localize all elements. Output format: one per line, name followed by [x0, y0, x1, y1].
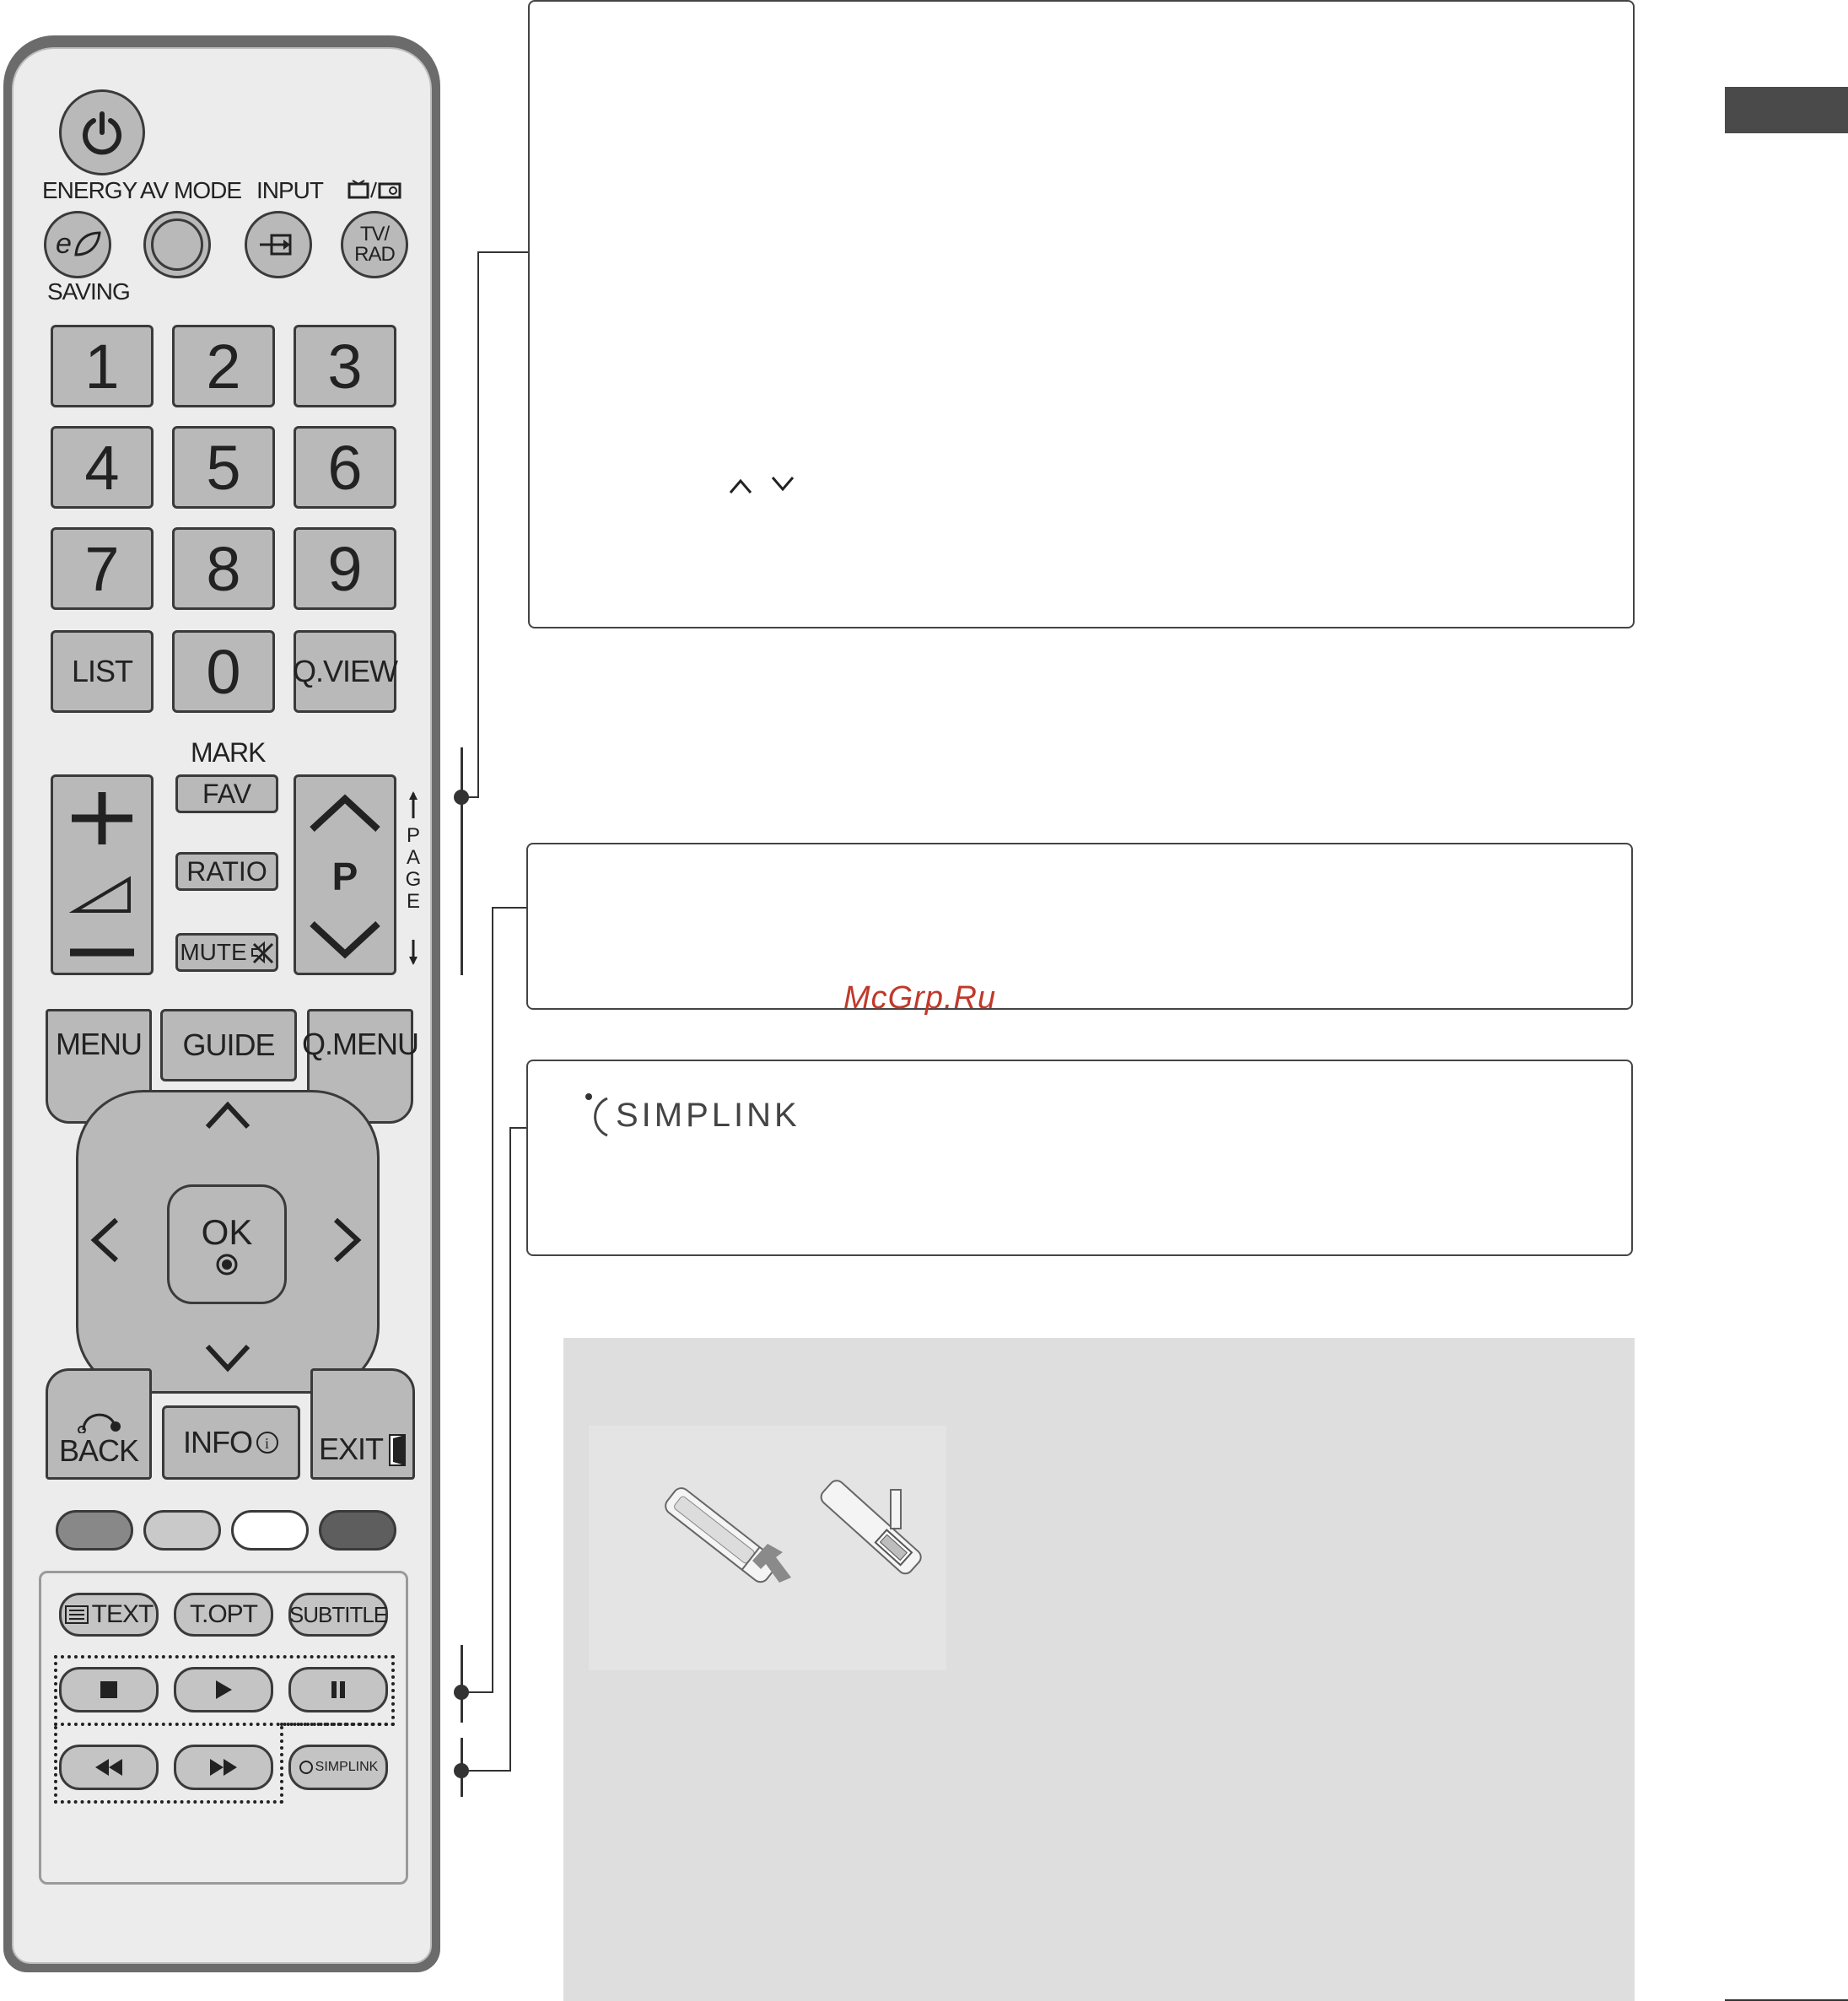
input-label: INPUT	[256, 177, 323, 203]
stop-button[interactable]	[59, 1667, 159, 1712]
section-tab	[1725, 87, 1848, 133]
mark-label: MARK	[191, 737, 266, 768]
input-icon	[258, 232, 299, 257]
leader-1b	[477, 251, 479, 798]
volume-up-icon	[68, 789, 136, 848]
menu-button[interactable]: MENU	[46, 1009, 152, 1124]
back-button[interactable]	[46, 1368, 152, 1480]
exit-button[interactable]	[310, 1368, 415, 1480]
fast-forward-button[interactable]	[174, 1745, 273, 1790]
callout-box-simplink	[526, 1060, 1633, 1256]
t-opt-button[interactable]: T.OPT	[174, 1593, 273, 1637]
nav-up-icon[interactable]	[204, 1100, 251, 1130]
play-icon	[214, 1680, 233, 1700]
back-label: BACK	[58, 1433, 139, 1468]
simplink-small-icon	[299, 1760, 314, 1775]
bracket-playback-1	[461, 1645, 463, 1723]
nav-down-icon[interactable]	[204, 1343, 251, 1373]
chevron-up-down-icon	[727, 472, 796, 496]
program-rocker[interactable]	[294, 774, 396, 975]
input-button[interactable]	[245, 211, 312, 278]
av-mode-label: AV MODE	[140, 177, 242, 203]
remote-battery-cover-illustration	[634, 1459, 803, 1603]
av-mode-ring	[151, 218, 203, 271]
subtitle-button[interactable]: SUBTITLE	[288, 1593, 388, 1637]
pause-icon	[330, 1680, 347, 1699]
rewind-button[interactable]	[59, 1745, 159, 1790]
yellow-key[interactable]	[231, 1510, 309, 1551]
key-1[interactable]: 1	[51, 325, 154, 407]
chevron-up-icon	[307, 792, 383, 834]
text-icon	[65, 1605, 89, 1624]
av-mode-button[interactable]	[143, 211, 211, 278]
exit-icon	[388, 1433, 407, 1467]
key-6[interactable]: 6	[294, 426, 396, 509]
volume-rocker[interactable]	[51, 774, 154, 975]
nav-right-icon[interactable]	[332, 1216, 363, 1264]
text-label: TEXT	[91, 1600, 154, 1628]
callout-box-volume-program	[528, 0, 1635, 628]
text-button[interactable]	[59, 1593, 159, 1637]
energy-saving-button[interactable]	[44, 211, 111, 278]
svg-text:i: i	[265, 1435, 269, 1452]
callout-box-playback	[526, 843, 1633, 1010]
blue-key[interactable]	[319, 1510, 396, 1551]
volume-icon	[68, 876, 136, 916]
ratio-button[interactable]: RATIO	[175, 852, 278, 891]
leader-2c	[492, 907, 530, 909]
mute-icon	[251, 941, 274, 964]
list-button[interactable]: LIST	[51, 630, 154, 713]
saving-label: SAVING	[47, 278, 130, 305]
q-view-button[interactable]: Q.VIEW	[294, 630, 396, 713]
leader-3b	[509, 1127, 511, 1772]
ok-dot-icon	[215, 1253, 239, 1276]
energy-saving-icon	[52, 228, 103, 262]
power-button[interactable]	[59, 89, 145, 175]
leader-2a	[462, 1691, 493, 1693]
leader-1a	[462, 796, 479, 798]
nav-left-icon[interactable]	[89, 1216, 120, 1264]
fast-forward-icon	[208, 1758, 239, 1777]
key-4[interactable]: 4	[51, 426, 154, 509]
program-label: P	[331, 855, 358, 898]
info-label: INFO	[183, 1425, 252, 1459]
ok-label: OK	[201, 1212, 253, 1252]
ok-button[interactable]	[167, 1184, 287, 1304]
green-key[interactable]	[143, 1510, 221, 1551]
stop-icon	[100, 1680, 118, 1699]
tv-radio-icon	[348, 179, 403, 201]
mute-label: MUTE	[180, 939, 247, 965]
back-icon	[73, 1408, 124, 1433]
page-side-label	[405, 790, 422, 967]
key-8[interactable]: 8	[172, 527, 275, 610]
q-menu-button[interactable]: Q.MENU	[307, 1009, 413, 1124]
tv-rad-label: TV/ RAD	[354, 223, 395, 266]
mute-button[interactable]	[175, 933, 278, 972]
simplink-button-label: SIMPLINK	[315, 1760, 379, 1774]
volume-down-icon	[68, 944, 136, 961]
watermark: McGrp.Ru	[843, 980, 997, 1016]
key-0[interactable]: 0	[172, 630, 275, 713]
simplink-logo-text: SIMPLINK	[616, 1096, 800, 1134]
key-2[interactable]: 2	[172, 325, 275, 407]
remote-battery-open-illustration	[803, 1456, 938, 1599]
power-icon	[78, 109, 126, 156]
key-7[interactable]: 7	[51, 527, 154, 610]
rewind-icon	[94, 1758, 124, 1777]
info-icon	[256, 1431, 279, 1454]
exit-label: EXIT	[318, 1432, 383, 1466]
bracket-volume-program	[461, 747, 463, 975]
dotted-highlight-divider	[280, 1723, 395, 1729]
chevron-down-icon	[307, 919, 383, 961]
energy-label: ENERGY	[42, 177, 137, 203]
tv-rad-button[interactable]	[341, 211, 408, 278]
simplink-logo-icon	[582, 1092, 612, 1139]
fav-button[interactable]: FAV	[175, 774, 278, 813]
key-5[interactable]: 5	[172, 426, 275, 509]
key-3[interactable]: 3	[294, 325, 396, 407]
leader-2b	[492, 907, 493, 1693]
info-button[interactable]	[162, 1405, 300, 1480]
red-key[interactable]	[56, 1510, 133, 1551]
svg-text:e: e	[56, 228, 72, 260]
leader-3a	[462, 1770, 511, 1772]
simplink-logo	[582, 1092, 800, 1139]
page-label: PAGE	[405, 824, 422, 913]
key-9[interactable]: 9	[294, 527, 396, 610]
guide-button[interactable]: GUIDE	[160, 1009, 297, 1081]
pause-button[interactable]	[288, 1667, 388, 1712]
play-button[interactable]	[174, 1667, 273, 1712]
leader-1c	[477, 251, 530, 253]
simplink-button[interactable]	[288, 1745, 388, 1790]
